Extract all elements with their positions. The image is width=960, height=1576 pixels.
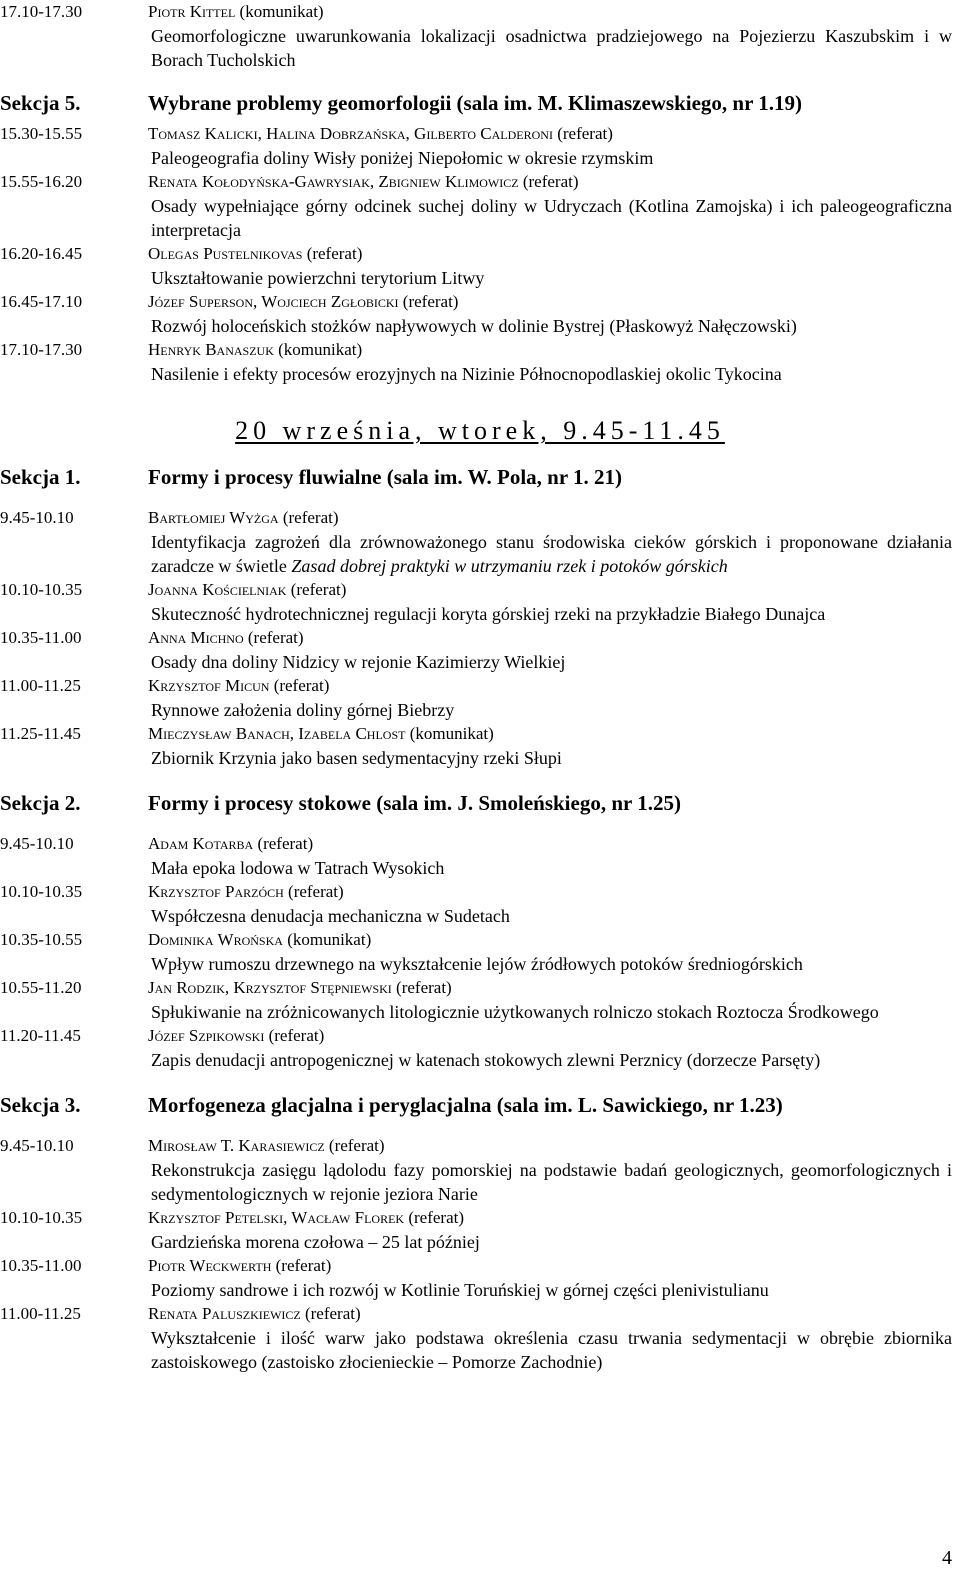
entry-speaker (148, 242, 960, 266)
entry-speaker (148, 832, 960, 856)
entry-title-text: Identyfikacja zagrożeń dla zrównoważonego stanu środowiska cieków górskich i proponowane działania zaradcze w świetle (151, 532, 952, 576)
entry-title-text: Osady dna doliny Nidzicy w rejonie Kazimierzy Wielkiej (151, 652, 566, 672)
section-label: Sekcja 2. (0, 791, 81, 815)
program-entry (0, 1024, 960, 1072)
entry-title (151, 362, 952, 386)
program-entry (0, 1206, 960, 1254)
program-entry (0, 722, 960, 770)
program-entry (0, 1302, 960, 1374)
program-entry (0, 976, 960, 1024)
entry-title-text: Ukształtowanie powierzchni terytorium Litwy (151, 268, 485, 288)
entry-title-text: Mała epoka lodowa w Tatrach Wysokich (151, 858, 445, 878)
entry-speaker (148, 976, 960, 1000)
presentation-type: (referat) (290, 580, 347, 599)
section-name: Formy i procesy stokowe (sala im. J. Smoleńskiego, nr 1.25) (148, 791, 681, 815)
entry-time: 10.55-11.20 (0, 978, 82, 997)
program-entry (0, 1254, 960, 1302)
entry-speaker (148, 674, 960, 698)
entry-speaker (148, 1206, 960, 1230)
speaker-names: Piotr Weckwerth (148, 1256, 272, 1275)
entry-time: 11.00-11.25 (0, 1304, 81, 1323)
entry-title (151, 904, 952, 928)
entry-title (151, 194, 952, 242)
presentation-type: (referat) (306, 244, 363, 263)
section-heading (0, 458, 960, 496)
presentation-type: (referat) (522, 172, 579, 191)
speaker-names: Henryk Banaszuk (148, 340, 274, 359)
entry-time: 11.00-11.25 (0, 676, 81, 695)
entry-time: 10.35-11.00 (0, 628, 82, 647)
entry-title (151, 746, 952, 770)
program-entry (0, 880, 960, 928)
section-heading (0, 1086, 960, 1124)
speaker-names: Józef Szpikowski (148, 1026, 265, 1045)
program-entry (0, 242, 960, 290)
entry-speaker (148, 722, 960, 746)
entry-speaker (148, 578, 960, 602)
entry-speaker (148, 928, 960, 952)
entry-time: 17.10-17.30 (0, 340, 83, 359)
entry-title-text: Nasilenie i efekty procesów erozyjnych na Nizinie Północnopodlaskiej okolic Tykocina (151, 364, 782, 384)
entry-title-text: Skuteczność hydrotechnicznej regulacji koryta górskiej rzeki na przykładzie Białego Dunajca (151, 604, 826, 624)
presentation-type: (komunikat) (278, 340, 363, 359)
entry-title-text: Zbiornik Krzynia jako basen sedymentacyjny rzeki Słupi (151, 748, 562, 768)
speaker-names: Józef Superson, Wojciech Zgłobicki (148, 292, 399, 311)
speaker-names: Piotr Kittel (148, 2, 236, 21)
section-heading (0, 84, 960, 122)
section-3-list (0, 1134, 960, 1374)
presentation-type: (referat) (396, 978, 452, 997)
entry-time: 9.45-10.10 (0, 1136, 74, 1155)
entry-title (151, 952, 952, 976)
entry-title: Geomorfologiczne uwarunkowania lokalizacji osadnictwa pradziejowego na Pojezierzu Kaszubskim i w Borach Tucholskich (151, 26, 952, 70)
presentation-type: (referat) (288, 882, 344, 901)
presentation-type: (referat) (282, 508, 339, 527)
presentation-type: (referat) (273, 676, 330, 695)
speaker-names: Mirosław T. Karasiewicz (148, 1136, 325, 1155)
entry-title-text: Rozwój holoceńskich stożków napływowych w dolinie Bystrej (Płaskowyż Nałęczowski) (151, 316, 797, 336)
entry-time: 11.25-11.45 (0, 724, 81, 743)
entry-title-text: Osady wypełniające górny odcinek suchej doliny w Udryczach (Kotlina Zamojska) i ich paleogeograficzna interpretacja (151, 196, 952, 240)
program-entry (0, 928, 960, 976)
speaker-names: Anna Michno (148, 628, 244, 647)
entry-title-text: Spłukiwanie na zróżnicowanych litologicznie użytkowanych rolniczo stokach Roztocza Środkowego (151, 1002, 879, 1022)
program-entry (0, 0, 960, 72)
section-2-list (0, 832, 960, 1072)
speaker-names: Renata Kołodyńska-Gawrysiak, Zbigniew Klimowicz (148, 172, 519, 191)
entry-title (151, 146, 952, 170)
entry-speaker (148, 1134, 960, 1158)
entry-title-text: Współczesna denudacja mechaniczna w Sudetach (151, 906, 510, 926)
section-label: Sekcja 5. (0, 91, 81, 115)
section-name: Formy i procesy fluwialne (sala im. W. Pola, nr 1. 21) (148, 465, 623, 489)
program-entry (0, 290, 960, 338)
entry-title-text: Wpływ rumoszu drzewnego na wykształcenie lejów źródłowych potoków średniogórskich (151, 954, 803, 974)
presentation-type: (referat) (402, 292, 459, 311)
presentation-type: (komunikat) (239, 2, 324, 21)
speaker-names: Krzysztof Parzóch (148, 882, 284, 901)
presentation-type: (referat) (408, 1208, 464, 1227)
program-entry (0, 626, 960, 674)
entry-title-text: Poziomy sandrowe i ich rozwój w Kotlinie Toruńskiej w górnej części plenivistulianu (151, 1280, 769, 1300)
entry-time: 15.30-15.55 (0, 124, 83, 143)
day-heading (0, 414, 960, 448)
entry-speaker (148, 1254, 960, 1278)
entry-title (151, 266, 952, 290)
entry-title-text: Rynnowe założenia doliny górnej Biebrzy (151, 700, 455, 720)
entry-title (151, 856, 952, 880)
entry-title (151, 698, 952, 722)
speaker-names: Dominika Wrońska (148, 930, 283, 949)
entry-time: 16.45-17.10 (0, 292, 83, 311)
section-label: Sekcja 3. (0, 1093, 81, 1117)
entry-speaker (148, 1302, 960, 1326)
presentation-type: (referat) (328, 1136, 385, 1155)
speaker-names: Joanna Kościelniak (148, 580, 287, 599)
entry-speaker (148, 122, 960, 146)
entry-speaker (148, 1024, 960, 1048)
presentation-type: (referat) (304, 1304, 361, 1323)
entry-title (151, 1048, 952, 1072)
entry-title-text: Gardzieńska morena czołowa – 25 lat później (151, 1232, 480, 1252)
presentation-type: (referat) (257, 834, 314, 853)
program-entry (0, 1134, 960, 1206)
program-entry (0, 578, 960, 626)
entry-title-text: Zapis denudacji antropogenicznej w katenach stokowych zlewni Perznicy (dorzecze Parsęty) (151, 1050, 821, 1070)
entry-time: 11.20-11.45 (0, 1026, 81, 1045)
entry-time: 10.35-10.55 (0, 930, 83, 949)
speaker-names: Krzysztof Micun (148, 676, 270, 695)
section-5-list (0, 122, 960, 386)
section-label: Sekcja 1. (0, 465, 81, 489)
speaker-names: Olegas Pustelnikovas (148, 244, 303, 263)
presentation-type: (referat) (275, 1256, 332, 1275)
section-name: Wybrane problemy geomorfologii (sala im. M. Klimaszewskiego, nr 1.19) (148, 91, 803, 115)
entry-title-text: Paleogeografia doliny Wisły poniżej Niepołomic w okresie rzymskim (151, 148, 654, 168)
program-entry (0, 338, 960, 386)
program-entry (0, 170, 960, 242)
entry-title (151, 1230, 952, 1254)
entry-time: 10.10-10.35 (0, 882, 83, 901)
entry-time: 10.10-10.35 (0, 580, 83, 599)
entry-time: 15.55-16.20 (0, 172, 83, 191)
program-entry (0, 832, 960, 880)
entry-title-text: Wykształcenie i ilość warw jako podstawa określenia czasu trwania sedymentacji w obrębie zbiornika zastoiskowego (zastoisko złocienieckie – Pomorze Zachodnie) (151, 1328, 952, 1372)
entry-speaker (148, 170, 960, 194)
entry-title (151, 1278, 952, 1302)
entry-title (151, 314, 952, 338)
entry-time: 9.45-10.10 (0, 508, 74, 527)
entry-time: 17.10-17.30 (0, 2, 83, 21)
speaker-names: Renata Paluszkiewicz (148, 1304, 301, 1323)
entry-time: 9.45-10.10 (0, 834, 74, 853)
section-heading (0, 784, 960, 822)
entry-speaker (148, 0, 960, 24)
speaker-names: Tomasz Kalicki, Halina Dobrzańska, Gilberto Calderoni (148, 124, 553, 143)
program-entry (0, 674, 960, 722)
speaker-names: Adam Kotarba (148, 834, 254, 853)
speaker-names: Krzysztof Petelski, Wacław Florek (148, 1208, 405, 1227)
entry-time: 10.35-11.00 (0, 1256, 82, 1275)
page-number: 4 (942, 1547, 952, 1569)
entry-title (151, 530, 952, 578)
presentation-type: (komunikat) (409, 724, 494, 743)
entry-time: 10.10-10.35 (0, 1208, 83, 1227)
entry-speaker (148, 880, 960, 904)
entry-title (151, 650, 952, 674)
presentation-type: (referat) (268, 1026, 325, 1045)
entry-speaker (148, 290, 960, 314)
entry-speaker (148, 626, 960, 650)
entry-title-italic: Zasad dobrej praktyki w utrzymaniu rzek i potoków górskich (291, 556, 728, 576)
program-entry (0, 122, 960, 170)
section-name: Morfogeneza glacjalna i peryglacjalna (sala im. L. Sawickiego, nr 1.23) (148, 1093, 783, 1117)
entry-speaker (148, 338, 960, 362)
entry-title (151, 1000, 952, 1024)
entry-time: 16.20-16.45 (0, 244, 83, 263)
speaker-names: Mieczysław Banach, Izabela Chlost (148, 724, 406, 743)
entry-title (151, 602, 952, 626)
presentation-type: (referat) (247, 628, 304, 647)
program-entry (0, 506, 960, 578)
entry-title-text: Rekonstrukcja zasięgu lądolodu fazy pomorskiej na podstawie badań geologicznych, geomorfologicznych i sedymentologicznych w rejonie jeziora Narie (151, 1160, 952, 1204)
section-1-list (0, 506, 960, 770)
speaker-names: Bartłomiej Wyżga (148, 508, 279, 527)
entry-speaker (148, 506, 960, 530)
presentation-type: (referat) (557, 124, 613, 143)
entry-title (151, 1158, 952, 1206)
entry-title (151, 1326, 952, 1374)
presentation-type: (komunikat) (287, 930, 372, 949)
speaker-names: Jan Rodzik, Krzysztof Stępniewski (148, 978, 392, 997)
day-heading-text: 20 września, wtorek, 9.45-11.45 (235, 416, 725, 445)
